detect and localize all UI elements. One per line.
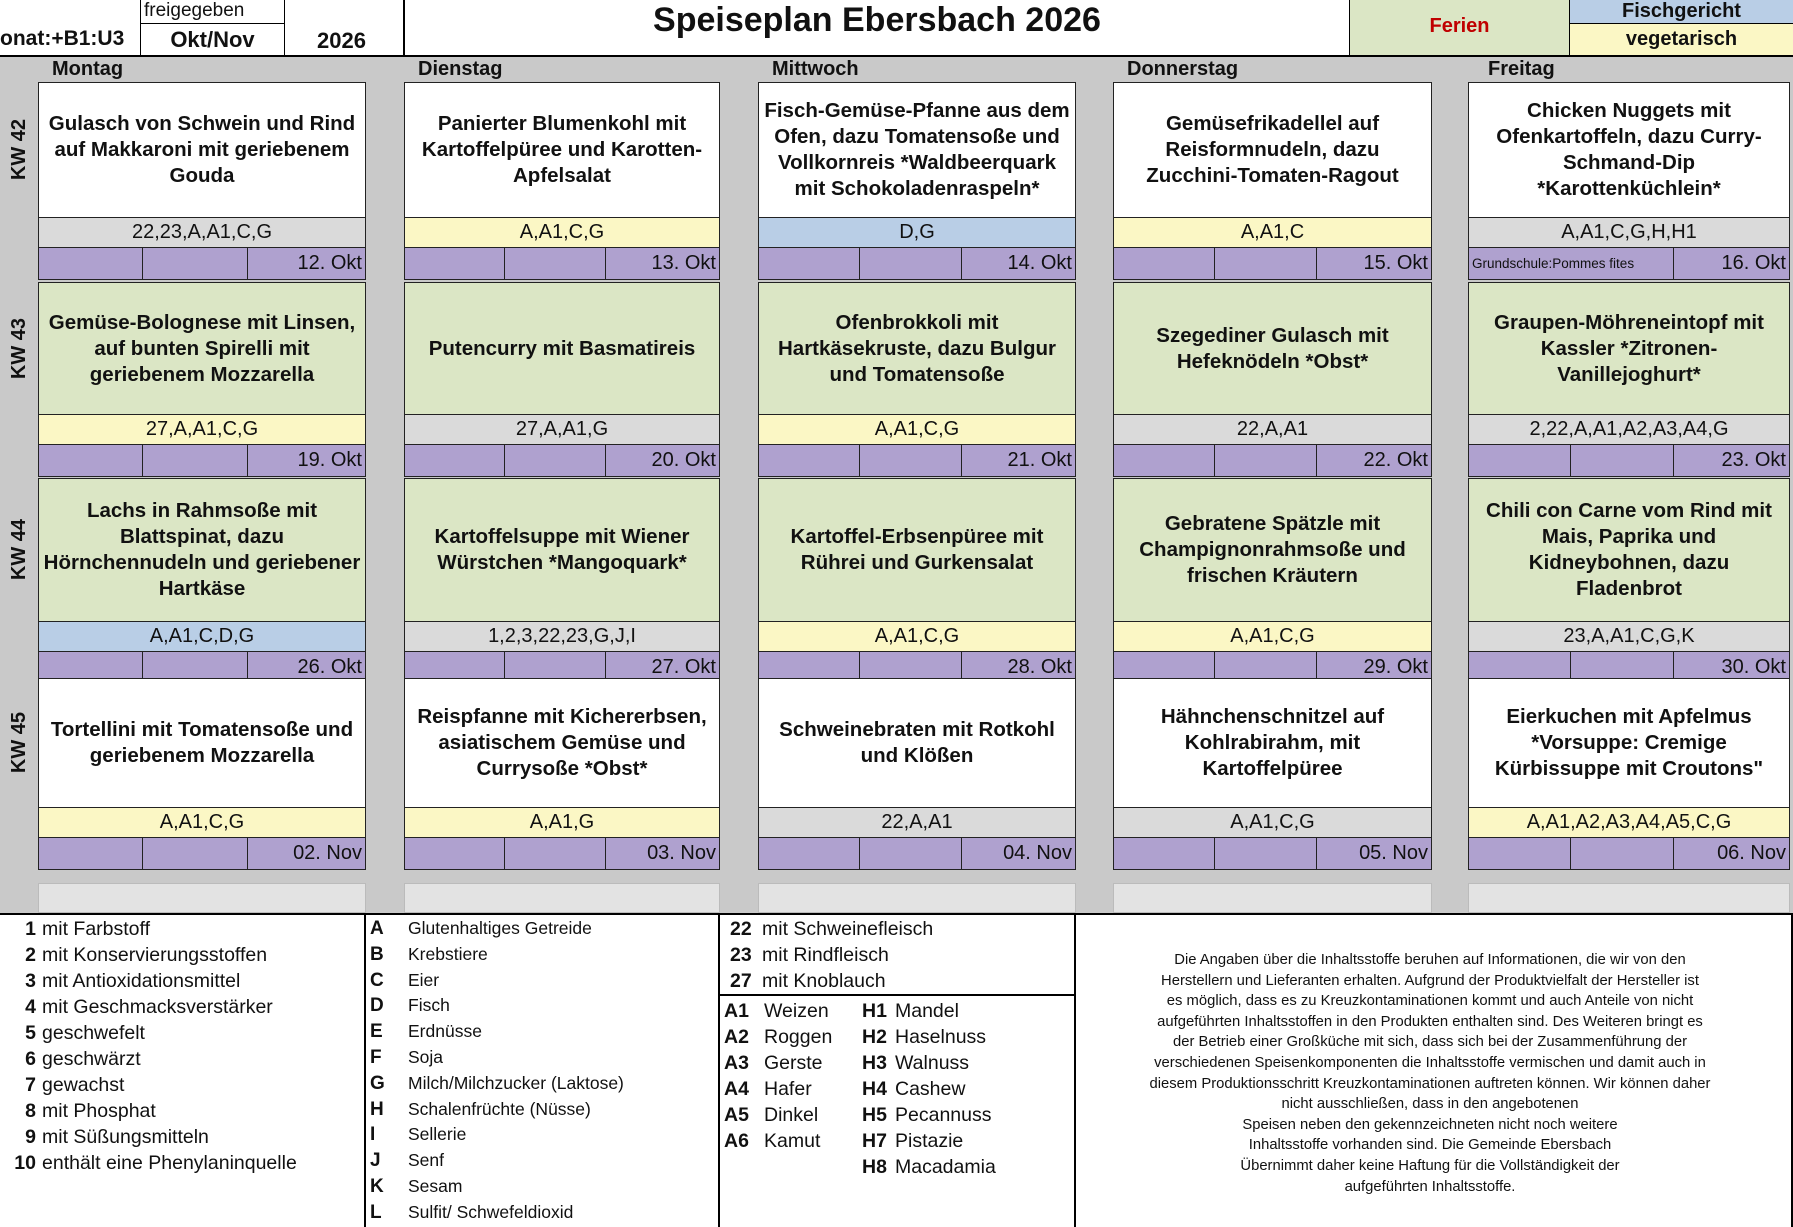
nut-item — [862, 1050, 969, 1076]
dish-cell[interactable]: Lachs in Rahmsoße mit Blattspinat, dazu Hörnchennudeln und geriebener Hartkäse — [38, 478, 366, 622]
allergen-cell[interactable]: 27,A,A1,G — [404, 415, 720, 445]
allergen-item — [370, 915, 592, 942]
grain-text: Dinkel — [764, 1104, 819, 1126]
date-row-cell[interactable] — [860, 838, 962, 870]
allergen-text: Sellerie — [408, 1124, 467, 1145]
nut-code: H4 — [862, 1078, 887, 1100]
allergen-code: J — [370, 1150, 381, 1172]
allergen-cell[interactable]: 27,A,A1,C,G — [38, 415, 366, 445]
freigegeben-cell[interactable] — [141, 0, 285, 24]
dish-cell[interactable]: Gemüse-Bolognese mit Linsen, auf bunten Spirelli mit geriebenem Mozzarella — [38, 282, 366, 415]
additive-text: geschwärzt — [42, 1048, 141, 1070]
additive-text: gewachst — [42, 1074, 125, 1096]
week-label — [0, 478, 38, 622]
additive-number: 9 — [25, 1126, 36, 1148]
date-cell[interactable]: 02. Nov — [248, 838, 366, 870]
allergen-code: E — [370, 1021, 383, 1043]
meat-item — [730, 968, 886, 994]
date-row-cell[interactable] — [404, 838, 505, 870]
week-label-text: KW 45 — [7, 712, 30, 774]
additive-number: 3 — [25, 970, 36, 992]
meat-item — [730, 916, 933, 942]
allergen-cell[interactable]: A,A1,G — [404, 808, 720, 838]
nut-item — [862, 1076, 965, 1102]
formula-text: onat:+B1:U3 — [0, 27, 125, 50]
allergen-text: Krebstiere — [408, 943, 488, 964]
allergen-cell[interactable]: A,A1,C,D,G — [38, 622, 366, 652]
date-row-cell[interactable] — [404, 445, 505, 477]
nut-text: Haselnuss — [895, 1026, 987, 1048]
formula-cell[interactable] — [0, 0, 141, 57]
nut-item — [862, 998, 959, 1024]
allergen-code: I — [370, 1124, 376, 1146]
meat-text: mit Knoblauch — [762, 970, 886, 992]
allergen-text: Soja — [408, 1047, 444, 1067]
dish-cell[interactable]: Gebratene Spätzle mit Champignonrahmsoße und frischen Kräutern — [1113, 478, 1432, 622]
nut-item — [862, 1024, 986, 1050]
disclaimer-line: aufgeführten Inhaltsstoffen in den Produkten enthalten sind. Des Weiteren bringt es — [1157, 1013, 1703, 1030]
allergen-item — [370, 1173, 462, 1200]
nut-item — [862, 1102, 991, 1128]
day-header-montag: Montag — [52, 58, 124, 80]
allergen-text: Schalenfrüchte (Nüsse) — [408, 1098, 591, 1119]
date-cell[interactable]: 16. Okt — [1674, 248, 1790, 280]
allergen-item — [370, 1044, 443, 1071]
grain-item — [724, 1024, 832, 1050]
day-header-dienstag: Dienstag — [418, 58, 503, 80]
allergen-code: D — [370, 995, 384, 1017]
date-row-cell[interactable] — [505, 838, 606, 870]
allergen-item — [370, 992, 450, 1019]
meat-number: 27 — [730, 970, 752, 992]
grain-code: A2 — [724, 1026, 749, 1048]
additive-number: 1 — [25, 918, 36, 940]
allergen-code: L — [370, 1201, 382, 1223]
nut-text: Walnuss — [895, 1052, 970, 1074]
grain-item — [724, 1050, 823, 1076]
dish-cell[interactable]: Eierkuchen mit Apfelmus *Vorsuppe: Cremige Kürbissuppe mit Croutons" — [1468, 678, 1790, 808]
date-cell[interactable]: 06. Nov — [1674, 838, 1790, 870]
allergen-cell[interactable]: A,A1,C,G — [1113, 808, 1432, 838]
date-cell[interactable]: 26. Okt — [248, 652, 366, 684]
date-row-cell[interactable] — [143, 838, 248, 870]
dish-cell[interactable]: Reispfanne mit Kichererbsen, asiatischem Gemüse und Currysoße *Obst* — [404, 678, 720, 808]
grain-item — [724, 1102, 818, 1128]
allergen-cell[interactable]: A,A1,A2,A3,A4,A5,C,G — [1468, 808, 1790, 838]
additive-text: mit Phosphat — [42, 1100, 156, 1122]
additive-item — [8, 916, 150, 942]
allergen-code: F — [370, 1047, 382, 1068]
allergen-cell[interactable]: 23,A,A1,C,G,K — [1468, 622, 1790, 652]
allergen-item — [370, 1018, 482, 1045]
week-label — [0, 282, 38, 415]
date-row-cell[interactable] — [758, 445, 860, 477]
date-row-cell[interactable] — [1468, 838, 1571, 870]
grain-code: A6 — [724, 1130, 749, 1152]
date-cell[interactable]: 04. Nov — [962, 838, 1076, 870]
grain-text: Kamut — [764, 1130, 821, 1152]
dish-cell[interactable]: Putencurry mit Basmatireis — [404, 282, 720, 415]
meat-number: 22 — [730, 918, 752, 940]
date-row-cell[interactable] — [1113, 838, 1215, 870]
date-row-cell[interactable] — [1113, 248, 1215, 280]
grain-code: A4 — [724, 1078, 749, 1100]
allergen-code: K — [370, 1176, 384, 1197]
spacer-cell — [38, 883, 366, 913]
additive-item — [8, 994, 273, 1020]
additive-text: mit Geschmacksverstärker — [42, 996, 273, 1018]
date-cell[interactable]: 21. Okt — [962, 445, 1076, 477]
additive-item — [8, 1046, 141, 1072]
allergen-code: A — [370, 918, 384, 939]
allergen-code: H — [370, 1098, 384, 1120]
allergen-cell[interactable]: A,A1,C,G,H,H1 — [1468, 218, 1790, 248]
spacer-cell — [1113, 883, 1432, 913]
disclaimer-line: aufgeführten Inhaltsstoffe. — [1344, 1178, 1516, 1195]
week-label-text: KW 42 — [7, 119, 30, 181]
nut-text: Pistazie — [895, 1130, 964, 1152]
allergen-cell[interactable]: A,A1,C,G — [758, 415, 1076, 445]
date-row-cell[interactable] — [1468, 445, 1571, 477]
disclaimer-line: Die Angaben über die Inhaltsstoffe beruhen auf Informationen, die wir von den — [1174, 952, 1686, 968]
date-cell[interactable]: 30. Okt — [1674, 652, 1790, 684]
disclaimer-line: verschiedenen Speisenkomponenten die Inhaltsstoffe vermischen und damit auch in — [1154, 1054, 1706, 1071]
year-value: 2026 — [317, 28, 366, 53]
date-cell[interactable]: 22. Okt — [1317, 445, 1432, 477]
fischgericht-legend: Fischgericht — [1570, 0, 1793, 24]
additive-item — [8, 1020, 145, 1046]
disclaimer-text — [1080, 950, 1780, 1197]
date-row-cell[interactable] — [505, 445, 606, 477]
allergen-cell[interactable]: A,A1,C,G — [758, 622, 1076, 652]
allergen-item — [370, 1121, 466, 1148]
nut-text: Cashew — [895, 1078, 966, 1100]
dish-cell[interactable]: Szegediner Gulasch mit Hefeknödeln *Obst* — [1113, 282, 1432, 415]
disclaimer-line: es möglich, dass es zu Kreuzkontaminationen kommt und auch Anteile von nicht — [1166, 993, 1694, 1010]
allergen-code: C — [370, 969, 384, 991]
additive-number: 4 — [25, 996, 36, 1018]
grain-item — [724, 1076, 812, 1102]
nut-text: Macadamia — [895, 1156, 996, 1178]
allergen-cell[interactable]: A,A1,C — [1113, 218, 1432, 248]
dish-cell[interactable]: Schweinebraten mit Rotkohl und Klößen — [758, 678, 1076, 808]
additive-text: mit Süßungsmitteln — [42, 1126, 209, 1148]
month-cell[interactable]: Okt/Nov — [141, 24, 285, 57]
nut-code: H5 — [862, 1104, 887, 1126]
dish-cell[interactable]: Tortellini mit Tomatensoße und geriebenem Mozzarella — [38, 678, 366, 808]
additive-number: 6 — [25, 1048, 36, 1070]
date-note: Grundschule:Pommes fites — [1472, 256, 1635, 271]
page-title: Speiseplan Ebersbach 2026 — [405, 0, 1350, 57]
dish-cell[interactable]: Kartoffel-Erbsenpüree mit Rührei und Gurkensalat — [758, 478, 1076, 622]
nut-code: H3 — [862, 1052, 887, 1074]
meats-divider — [720, 994, 1076, 996]
date-row-cell[interactable] — [143, 445, 248, 477]
date-row-cell[interactable] — [38, 248, 143, 280]
nut-code: H2 — [862, 1026, 887, 1048]
disclaimer-line: nicht ausschließen, dass in den angebotenen — [1281, 1096, 1579, 1113]
nut-code: H7 — [862, 1130, 887, 1152]
meat-text: mit Rindfleisch — [762, 944, 889, 966]
date-row-cell[interactable] — [1215, 838, 1317, 870]
allergen-text: Eier — [408, 969, 440, 990]
allergen-item — [370, 1199, 573, 1226]
allergen-cell[interactable]: D,G — [758, 218, 1076, 248]
date-row-cell[interactable] — [1113, 445, 1215, 477]
nut-item — [862, 1128, 963, 1154]
allergen-code: B — [370, 943, 384, 965]
allergen-code: G — [370, 1072, 385, 1094]
allergen-text: Milch/Milchzucker (Laktose) — [408, 1072, 624, 1093]
allergen-item — [370, 1096, 591, 1123]
allergen-cell[interactable]: 2,22,A,A1,A2,A3,A4,G — [1468, 415, 1790, 445]
date-cell[interactable]: 27. Okt — [606, 652, 720, 684]
date-row-cell[interactable] — [505, 248, 606, 280]
additive-text: geschwefelt — [42, 1022, 145, 1044]
date-row-cell[interactable] — [143, 248, 248, 280]
nut-text: Pecannuss — [895, 1104, 992, 1126]
disclaimer-line: Übernimmt daher keine Haftung für die Vollständigkeit der — [1240, 1157, 1620, 1174]
dish-cell[interactable]: Gemüsefrikadellel auf Reisformnudeln, dazu Zucchini-Tomaten-Ragout — [1113, 82, 1432, 218]
additive-item — [8, 968, 240, 994]
date-cell[interactable]: 12. Okt — [248, 248, 366, 280]
dish-cell[interactable]: Graupen-Möhreneintopf mit Kassler *Zitronen-Vanillejoghurt* — [1468, 282, 1790, 415]
spacer-cell — [758, 883, 1076, 913]
additive-text: mit Konservierungsstoffen — [42, 944, 268, 966]
dish-cell[interactable]: Hähnchenschnitzel auf Kohlrabirahm, mit Kartoffelpüree — [1113, 678, 1432, 808]
allergen-cell[interactable]: A,A1,C,G — [1113, 622, 1432, 652]
additive-number: 2 — [25, 944, 36, 966]
date-row-cell[interactable] — [860, 445, 962, 477]
disclaimer-line: Herstellern und Lieferanten erhalten. Aufgrund der Produktvielfalt der Hersteller ist — [1161, 972, 1699, 989]
additive-number: 8 — [25, 1100, 36, 1122]
grain-code: A3 — [724, 1052, 749, 1074]
date-row-cell[interactable] — [1215, 445, 1317, 477]
disclaimer-line: Speisen neben den gekennzeichneten nicht noch weitere — [1242, 1116, 1618, 1133]
week-label — [0, 678, 38, 808]
grain-code: A5 — [724, 1104, 749, 1126]
freigegeben-label: freigegeben — [144, 0, 245, 21]
day-header-mittwoch: Mittwoch — [772, 58, 859, 80]
legend-area — [0, 913, 1793, 1227]
grain-item — [724, 998, 829, 1024]
allergen-cell[interactable]: 22,23,A,A1,C,G — [38, 218, 366, 248]
menu-grid — [0, 57, 1793, 913]
date-cell[interactable]: 29. Okt — [1317, 652, 1432, 684]
date-row-cell[interactable] — [38, 445, 143, 477]
spacer-cell — [1468, 883, 1790, 913]
nut-item — [862, 1154, 996, 1180]
additive-number: 7 — [25, 1074, 36, 1096]
allergen-cell[interactable]: 22,A,A1 — [758, 808, 1076, 838]
date-row-cell[interactable] — [1571, 445, 1674, 477]
grain-text: Weizen — [764, 1000, 829, 1022]
dish-cell[interactable]: Fisch-Gemüse-Pfanne aus dem Ofen, dazu Tomatensoße und Vollkornreis *Waldbeerquark mit Schokoladenraspeln* — [758, 82, 1076, 218]
date-cell[interactable]: 13. Okt — [606, 248, 720, 280]
meat-number: 23 — [730, 944, 752, 966]
additive-text: mit Farbstoff — [42, 918, 151, 940]
vegetarisch-legend: vegetarisch — [1570, 24, 1793, 57]
disclaimer-line: diesem Produktionsschritt Kreuzkontaminationen auftreten können. Wir können daher — [1149, 1075, 1711, 1092]
dish-cell[interactable]: Chicken Nuggets mit Ofenkartoffeln, dazu Curry-Schmand-Dip *Karottenküchlein* — [1468, 82, 1790, 218]
additive-number: 10 — [14, 1152, 36, 1174]
allergen-text: Fisch — [408, 995, 450, 1016]
dish-cell[interactable]: Chili con Carne vom Rind mit Mais, Paprika und Kidneybohnen, dazu Fladenbrot — [1468, 478, 1790, 622]
date-row-cell[interactable] — [1468, 248, 1635, 280]
disclaimer-line: Inhaltsstoffe vorhanden sind. Die Gemeinde Ebersbach — [1248, 1137, 1612, 1154]
dish-cell[interactable]: Panierter Blumenkohl mit Kartoffelpüree und Karotten-Apfelsalat — [404, 82, 720, 218]
allergen-text: Senf — [408, 1150, 444, 1171]
date-cell[interactable]: 28. Okt — [962, 652, 1076, 684]
nut-text: Mandel — [895, 1000, 959, 1022]
date-row-cell[interactable] — [860, 248, 962, 280]
allergen-item — [370, 1070, 624, 1097]
date-cell[interactable]: 23. Okt — [1674, 445, 1790, 477]
allergen-item — [370, 967, 439, 994]
date-cell[interactable]: 19. Okt — [248, 445, 366, 477]
week-label-text: KW 43 — [7, 317, 30, 380]
additive-item — [8, 942, 267, 968]
date-row-cell[interactable] — [758, 248, 860, 280]
allergen-text: Sesam — [408, 1176, 463, 1196]
date-row-cell[interactable] — [758, 838, 860, 870]
dish-cell[interactable]: Kartoffelsuppe mit Wiener Würstchen *Mangoquark* — [404, 478, 720, 622]
additive-item — [8, 1098, 156, 1124]
additive-item — [8, 1072, 124, 1098]
allergen-item — [370, 1147, 444, 1174]
date-row-cell[interactable] — [1215, 248, 1317, 280]
additive-text: enthält eine Phenylaninquelle — [42, 1152, 297, 1174]
date-cell[interactable]: 15. Okt — [1317, 248, 1432, 280]
allergen-text: Erdnüsse — [408, 1021, 482, 1042]
day-header-donnerstag: Donnerstag — [1127, 58, 1239, 80]
grain-text: Hafer — [764, 1078, 812, 1100]
week-label — [0, 82, 38, 218]
date-row-cell[interactable] — [404, 248, 505, 280]
meat-text: mit Schweinefleisch — [762, 918, 934, 940]
additive-item — [8, 1150, 297, 1176]
allergen-text: Glutenhaltiges Getreide — [408, 918, 592, 938]
date-row-cell[interactable] — [38, 838, 143, 870]
meat-item — [730, 942, 889, 968]
additive-item — [8, 1124, 209, 1150]
disclaimer-line: der Betrieb einer Großküche mit sich, dass sich bei der Zusammenführung der — [1172, 1034, 1687, 1051]
dish-cell[interactable]: Gulasch von Schwein und Rind auf Makkaroni mit geriebenem Gouda — [38, 82, 366, 218]
week-label-text: KW 44 — [7, 519, 30, 581]
allergen-cell[interactable]: A,A1,C,G — [38, 808, 366, 838]
allergen-cell[interactable]: A,A1,C,G — [404, 218, 720, 248]
additive-text: mit Antioxidationsmittel — [42, 970, 241, 992]
grain-text: Gerste — [764, 1052, 823, 1074]
allergen-cell[interactable]: 22,A,A1 — [1113, 415, 1432, 445]
date-cell[interactable]: 03. Nov — [606, 838, 720, 870]
date-cell[interactable]: 14. Okt — [962, 248, 1076, 280]
year-cell[interactable] — [285, 0, 405, 57]
grain-text: Roggen — [764, 1026, 833, 1048]
allergen-text: Sulfit/ Schwefeldioxid — [408, 1201, 574, 1222]
date-row-cell[interactable] — [1571, 838, 1674, 870]
nut-code: H1 — [862, 1000, 887, 1022]
ferien-legend: Ferien — [1350, 0, 1570, 57]
nut-code: H8 — [862, 1156, 887, 1178]
day-header-freitag: Freitag — [1488, 58, 1555, 80]
dish-cell[interactable]: Ofenbrokkoli mit Hartkäsekruste, dazu Bulgur und Tomatensoße — [758, 282, 1076, 415]
allergen-item — [370, 941, 488, 968]
grain-item — [724, 1128, 820, 1154]
date-cell[interactable]: 05. Nov — [1317, 838, 1432, 870]
allergen-cell[interactable]: 1,2,3,22,23,G,J,I — [404, 622, 720, 652]
additive-number: 5 — [25, 1022, 36, 1044]
spacer-cell — [404, 883, 720, 913]
grain-code: A1 — [724, 1000, 749, 1022]
date-cell[interactable]: 20. Okt — [606, 445, 720, 477]
